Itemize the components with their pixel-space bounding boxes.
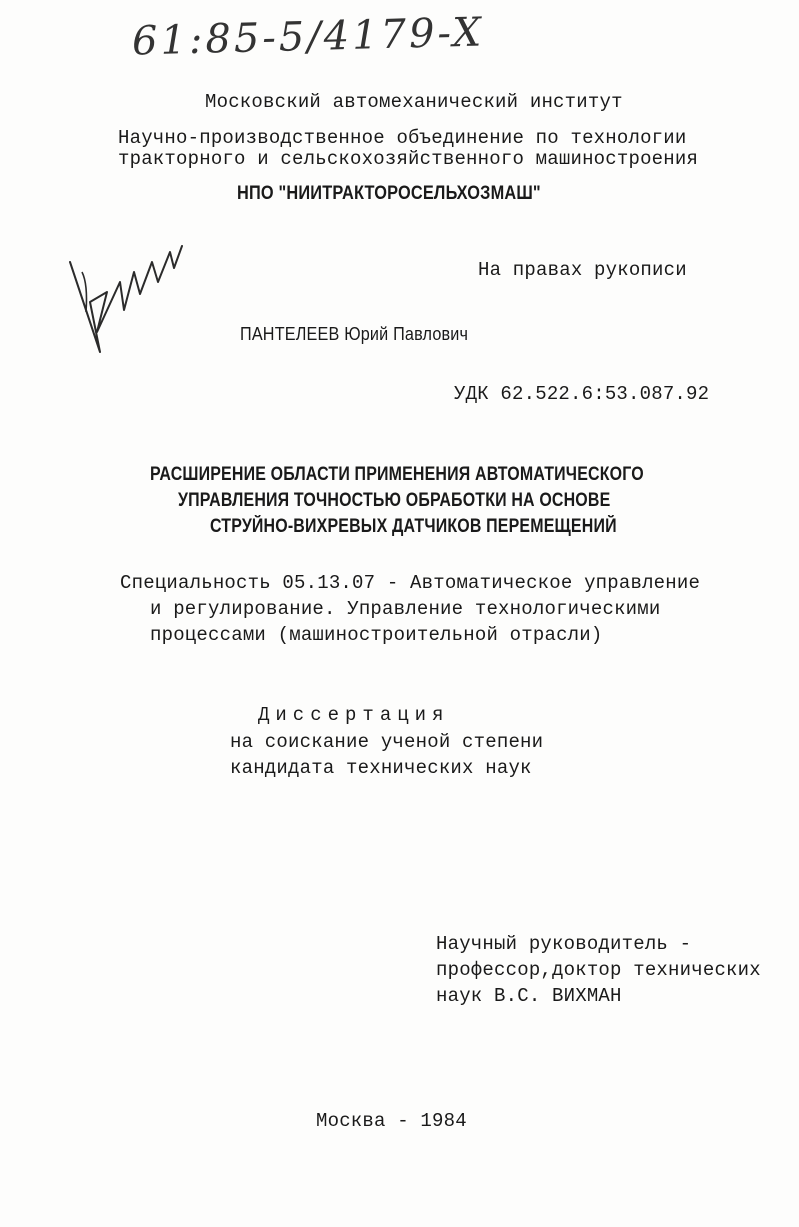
association-line-2: тракторного и сельскохозяйственного машиностроения <box>118 148 699 170</box>
specialty-line-1: Специальность 05.13.07 - Автоматическое управление <box>120 572 701 594</box>
degree-line-1: на соискание ученой степени <box>230 731 544 753</box>
association-line-1: Научно-производственное объединение по технологии <box>118 127 687 149</box>
place-and-year: Москва - 1984 <box>316 1110 467 1132</box>
dissertation-label: Диссертация <box>258 704 450 726</box>
manuscript-rights: На правах рукописи <box>478 259 687 281</box>
udc-code: УДК 62.522.6:53.087.92 <box>454 383 710 405</box>
degree-line-2: кандидата технических наук <box>230 757 532 779</box>
handwritten-signature <box>62 232 192 372</box>
supervisor-line-1: Научный руководитель - <box>436 933 692 955</box>
dissertation-title-line-2: УПРАВЛЕНИЯ ТОЧНОСТЬЮ ОБРАБОТКИ НА ОСНОВЕ <box>178 490 611 511</box>
institute-name: Московский автомеханический институт <box>205 91 623 113</box>
author-name: ПАНТЕЛЕЕВ Юрий Павлович <box>240 324 469 344</box>
dissertation-title-line-3: СТРУЙНО-ВИХРЕВЫХ ДАТЧИКОВ ПЕРЕМЕЩЕНИЙ <box>210 516 617 537</box>
archive-handwritten-mark: 61:85-5/4179-X <box>131 9 485 65</box>
association-acronym: НПО "НИИТРАКТОРОСЕЛЬХОЗМАШ" <box>237 183 541 204</box>
specialty-line-2: и регулирование. Управление технологическими <box>150 598 661 620</box>
supervisor-line-3: наук В.С. ВИХМАН <box>436 985 622 1007</box>
specialty-line-3: процессами (машиностроительной отрасли) <box>150 624 603 646</box>
supervisor-line-2: профессор,доктор технических <box>436 959 761 981</box>
dissertation-title-line-1: РАСШИРЕНИЕ ОБЛАСТИ ПРИМЕНЕНИЯ АВТОМАТИЧЕСКОГО <box>150 464 644 485</box>
